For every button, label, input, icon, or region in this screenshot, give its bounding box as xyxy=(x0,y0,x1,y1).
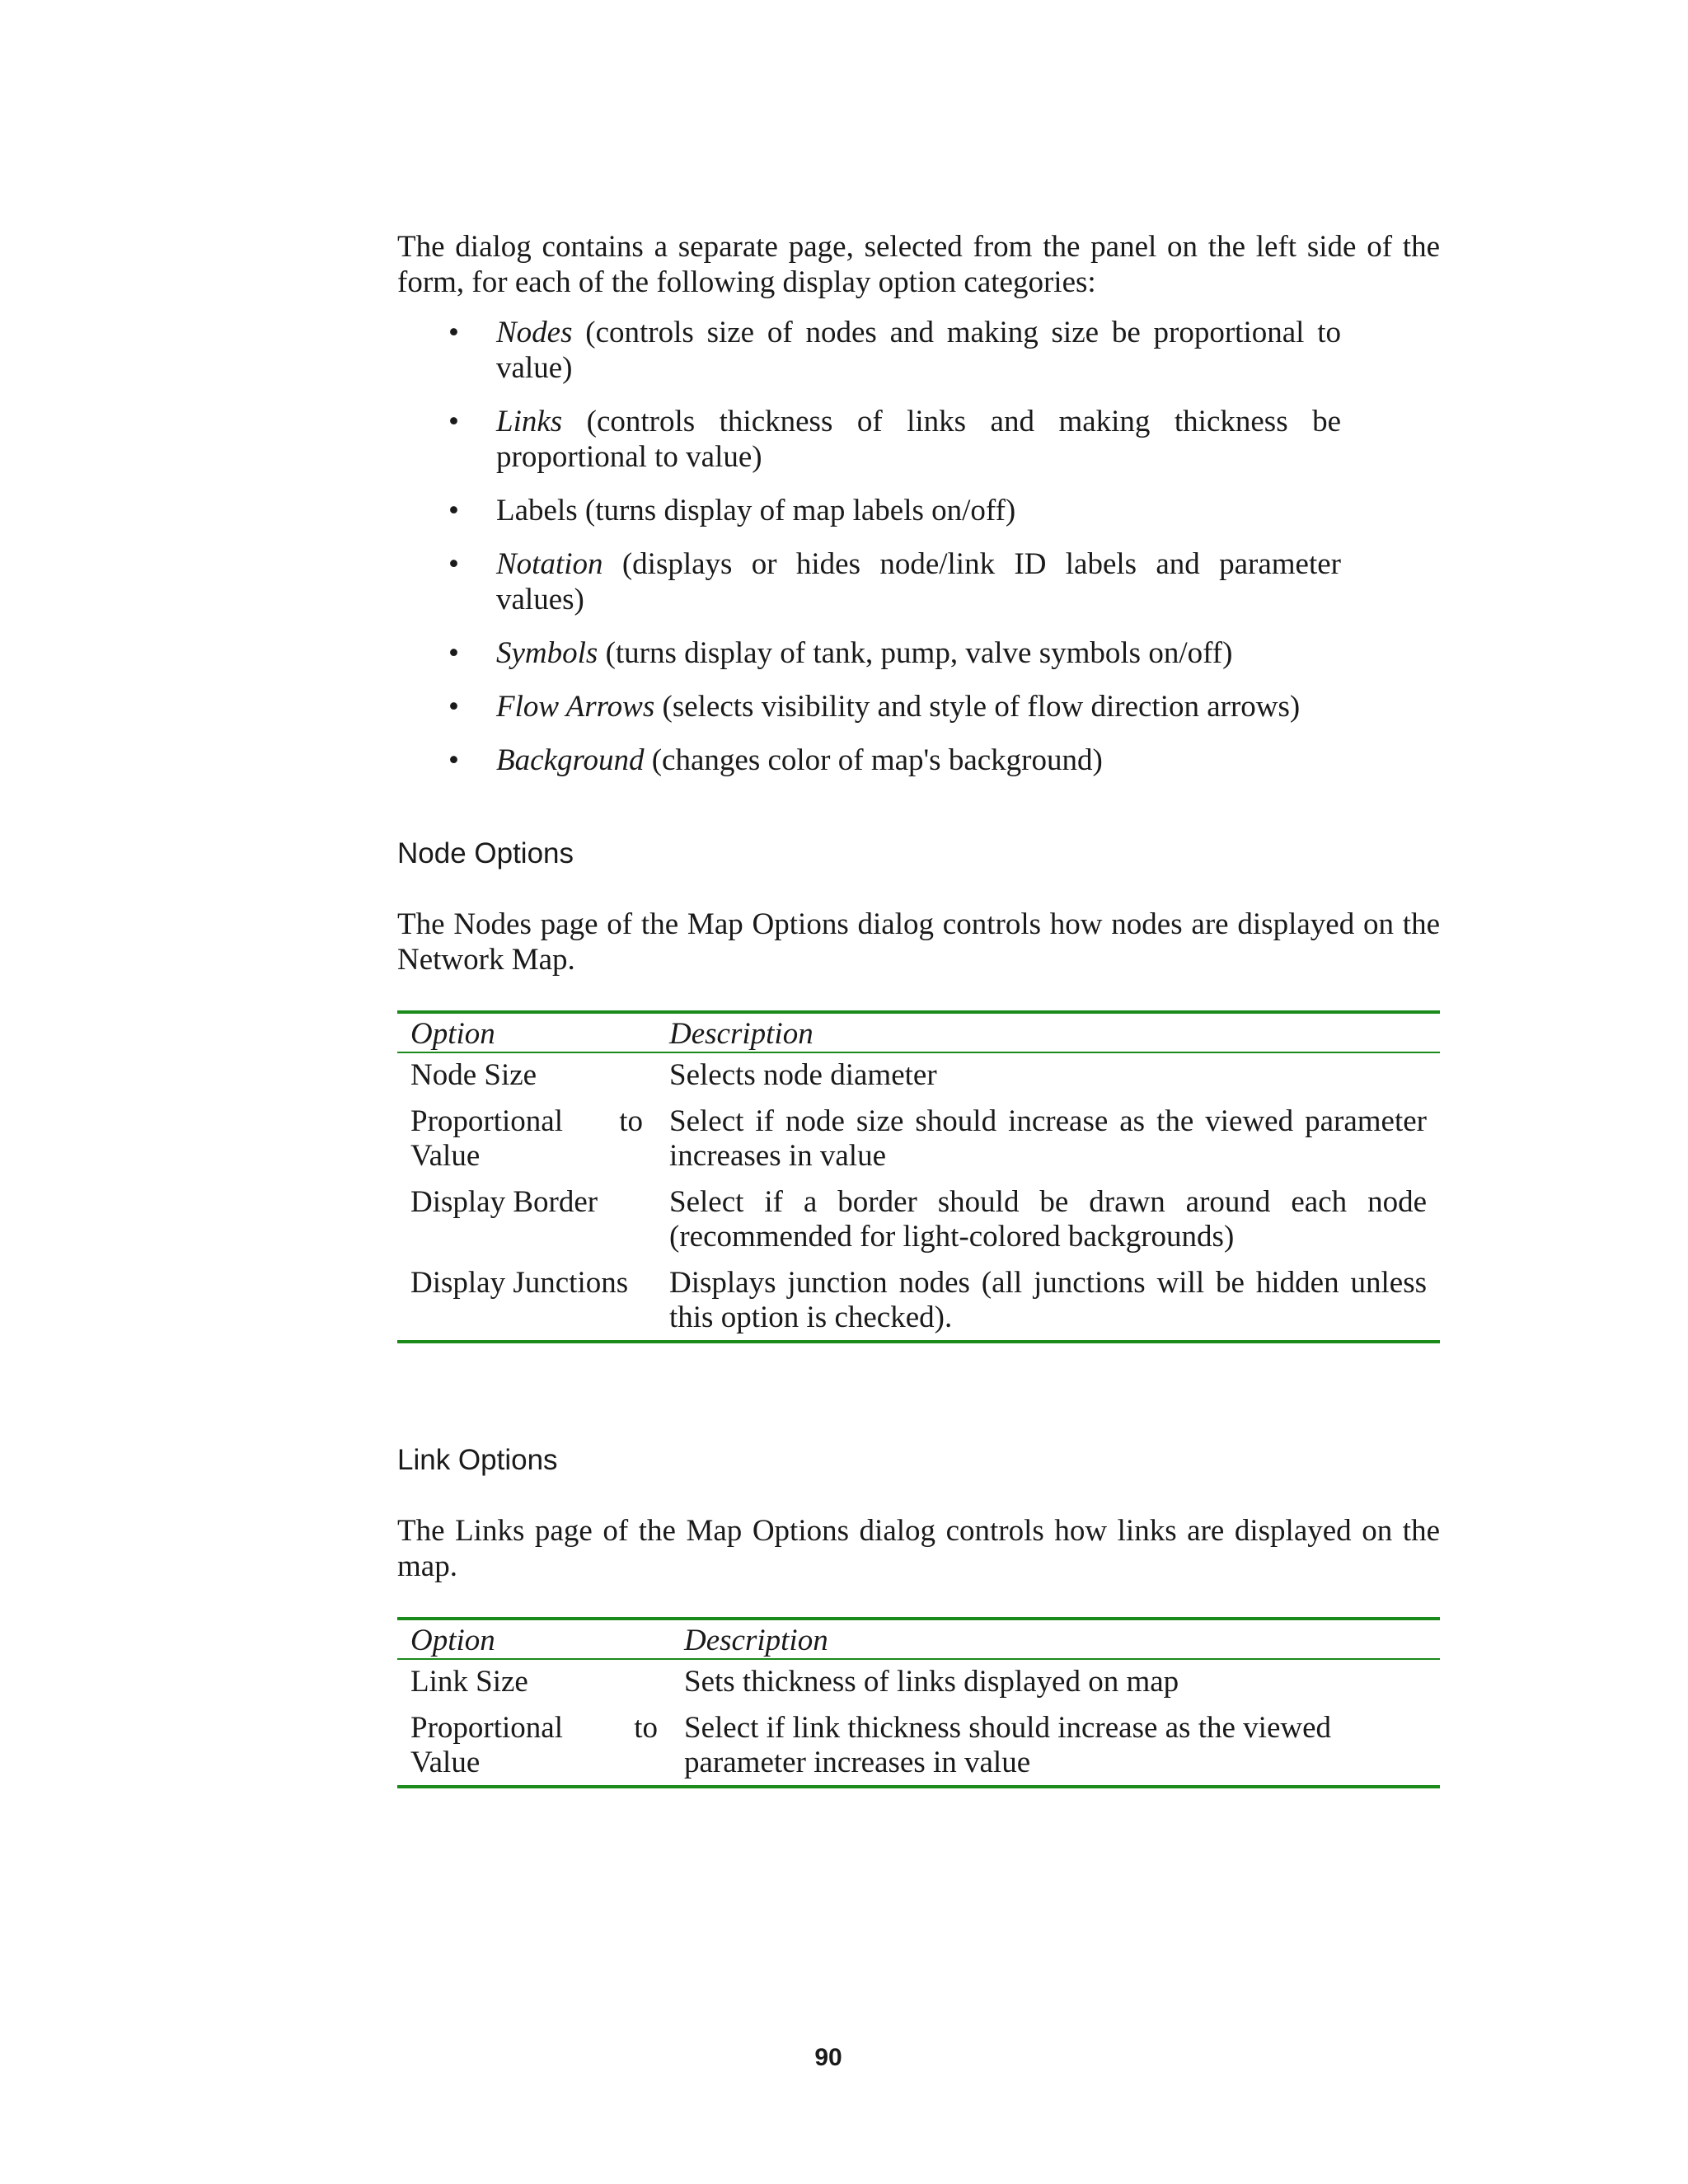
page-content xyxy=(397,229,1440,1788)
column-header-option: Option xyxy=(397,1012,656,1052)
category-term: Symbols xyxy=(496,636,598,670)
description-cell: Select if link thickness should increase as the viewed parameter increases in value xyxy=(671,1706,1440,1787)
list-item xyxy=(448,635,1341,671)
category-term: Nodes xyxy=(496,316,573,349)
list-item xyxy=(448,315,1341,386)
category-term: Links xyxy=(496,405,563,438)
table-row xyxy=(397,1180,1440,1261)
list-item xyxy=(448,689,1341,724)
intro-paragraph: The dialog contains a separate page, selected from the panel on the left side of the form, for each of the following display option categories: xyxy=(397,230,1440,299)
description-cell: Select if a border should be drawn around each node (recommended for light-colored backgrounds) xyxy=(669,1185,1427,1254)
bullet-icon: • xyxy=(448,743,459,777)
category-desc: (selects visibility and style of flow direction arrows) xyxy=(654,690,1301,724)
column-header-description: Description xyxy=(656,1012,1440,1052)
option-cell: Display Junctions xyxy=(397,1261,656,1342)
column-header-description: Description xyxy=(671,1619,1440,1659)
node-options-table xyxy=(397,1010,1440,1343)
option-cell: Display Border xyxy=(410,1185,598,1219)
link-options-table xyxy=(397,1617,1440,1788)
table-row xyxy=(397,1052,1440,1099)
description-cell: Selects node diameter xyxy=(669,1058,937,1092)
link-options-heading: Link Options xyxy=(397,1444,558,1476)
bullet-icon: • xyxy=(448,405,459,438)
category-term: Notation xyxy=(496,547,603,581)
table-row xyxy=(397,1099,1440,1180)
option-cell: Proportional to Value xyxy=(397,1706,671,1787)
table-row xyxy=(397,1659,1440,1706)
category-list xyxy=(397,315,1341,778)
category-desc: (controls size of nodes and making size be proportional to value) xyxy=(496,316,1341,385)
category-desc: (displays or hides node/link ID labels and parameter values) xyxy=(496,547,1341,616)
bullet-icon: • xyxy=(448,494,459,527)
list-item xyxy=(448,743,1341,778)
category-term: Flow Arrows xyxy=(496,690,655,724)
table-header-row xyxy=(397,1619,1440,1659)
category-desc: Labels (turns display of map labels on/off) xyxy=(496,494,1016,527)
node-options-intro: The Nodes page of the Map Options dialog controls how nodes are displayed on the Network Map. xyxy=(397,907,1440,977)
node-options-heading: Node Options xyxy=(397,837,574,869)
bullet-icon: • xyxy=(448,690,459,724)
list-item xyxy=(448,493,1341,528)
category-term: Background xyxy=(496,743,645,777)
description-cell: Sets thickness of links displayed on map xyxy=(684,1665,1179,1699)
bullet-icon: • xyxy=(448,547,459,581)
table-header-row xyxy=(397,1012,1440,1052)
bullet-icon: • xyxy=(448,636,459,670)
description-cell: Displays junction nodes (all junctions will be hidden unless this option is checked). xyxy=(656,1261,1440,1342)
link-options-intro: The Links page of the Map Options dialog controls how links are displayed on the map. xyxy=(397,1514,1440,1583)
table-row xyxy=(397,1706,1440,1787)
table-row xyxy=(397,1261,1440,1342)
category-desc: (controls thickness of links and making thickness be proportional to value) xyxy=(496,405,1341,474)
list-item xyxy=(448,546,1341,617)
option-cell: Node Size xyxy=(410,1058,537,1092)
bullet-icon: • xyxy=(448,316,459,349)
page-number: 90 xyxy=(814,2044,842,2071)
description-cell: Select if node size should increase as the viewed parameter increases in value xyxy=(669,1104,1427,1173)
option-cell: Link Size xyxy=(410,1665,528,1699)
category-desc: (turns display of tank, pump, valve symbols on/off) xyxy=(598,636,1233,670)
list-item xyxy=(448,404,1341,475)
category-desc: (changes color of map's background) xyxy=(644,743,1103,777)
option-cell: Proportional to Value xyxy=(410,1104,643,1173)
column-header-option: Option xyxy=(397,1619,671,1659)
